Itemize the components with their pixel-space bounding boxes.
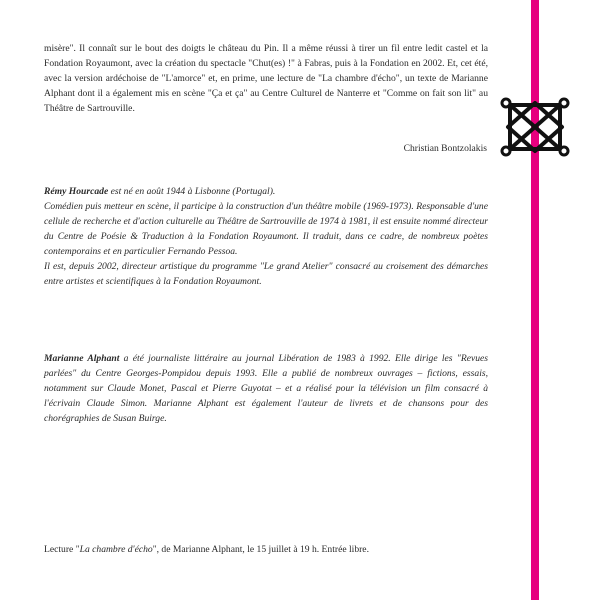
bio-line: Il est, depuis 2002, directeur artistique du programme "Le grand Atelier" consacré au croisement des démarches entre artistes et scientifiques à la Fondation Royaumont.: [44, 261, 488, 287]
bio-marianne-alphant: [44, 351, 488, 426]
footer-prefix: Lecture ": [44, 544, 80, 555]
bio-line: a été journaliste littéraire au journal Libération de 1983 à 1992. Elle dirige les "Revues parlées" du Centre Georges-Pompidou depuis 1993. Elle a publié de nombreux ouvrages – fictions, essais, notamment sur Claude Monet, Pascal et Pierre Guyotat – et a réalisé pour la télévision un film consacré à l'écrivain Claude Simon. Marianne Alphant est également l'auteur de livrets et de chansons pour des chorégraphies de Susan Buirge.: [44, 353, 488, 424]
bio-remy-hourcade: [44, 184, 488, 289]
signature: Christian Bontzolakis: [403, 143, 487, 154]
bio-line: est né en août 1944 à Lisbonne (Portugal).: [108, 186, 276, 197]
bio-line: Comédien puis metteur en scène, il participe à la construction d'un théâtre mobile (1969-1973). Responsable d'une cellule de recherche et d'action culturelle au Théâtre de Sartrouville de 1974 à 1981, il est ensuite nommé directeur du Centre de Poésie & Traduction à la Fondation Royaumont. Il traduit, dans ce cadre, de nombreux poètes contemporains et en particulier Fernando Pessoa.: [44, 201, 488, 257]
accent-bar: [531, 0, 539, 600]
footer-title: La chambre d'écho: [79, 544, 153, 555]
bio-name: Marianne Alphant: [44, 353, 120, 364]
event-footer: [44, 542, 504, 557]
footer-suffix: ", de Marianne Alphant, le 15 juillet à 19 h. Entrée libre.: [152, 544, 369, 555]
intro-paragraph: misère". Il connaît sur le bout des doigts le château du Pin. Il a même réussi à tirer un fil entre ledit castel et la Fondation Royaumont, avec la création du spectacle "Chut(es) !" à Fabras, puis à la Fondation en 2002. Et, cet été, avec la version ardéchoise de "L'amorce" et, en prime, une lecture de "La chambre d'écho", un texte de Marianne Alphant dont il a également mis en scène "Ça et ça" au Centre Culturel de Nanterre et "Comme on fait son lit" au Théâtre de Sartrouville.: [44, 43, 488, 114]
bio-name: Rémy Hourcade: [44, 186, 109, 197]
framed-x-network-logo-icon: [500, 95, 572, 159]
